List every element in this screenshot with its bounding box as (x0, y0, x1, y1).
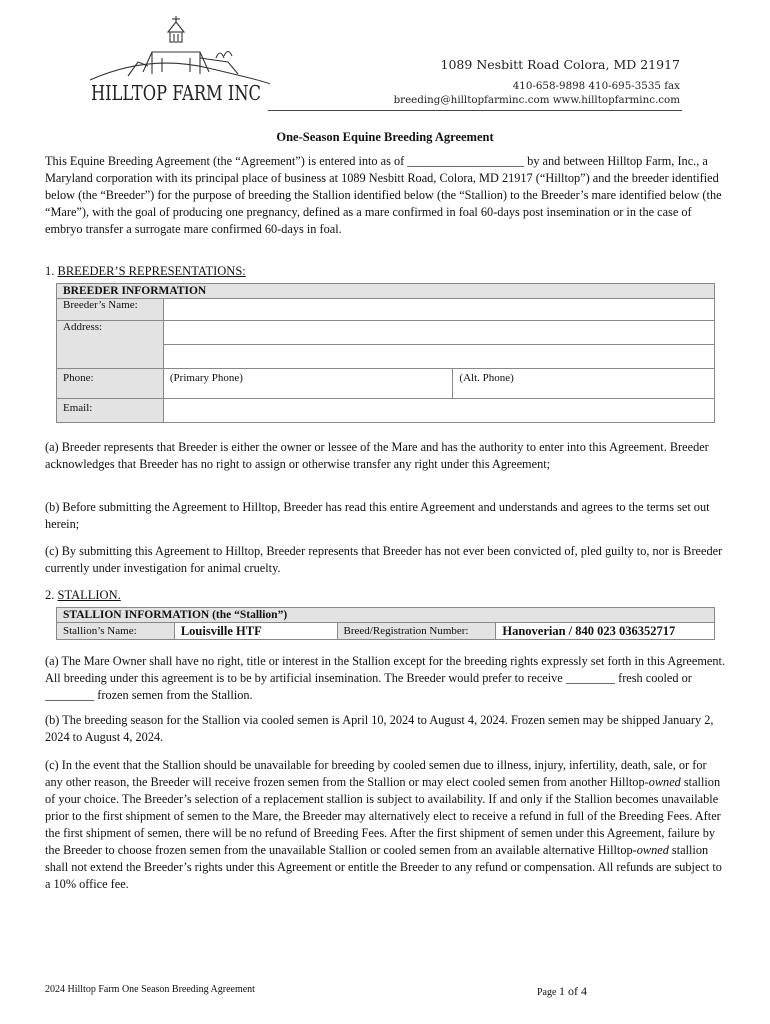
address-label: Address: (57, 321, 164, 369)
logo-text: HILLTOP FARM INC (91, 81, 261, 105)
section-1-clause-b: (b) Before submitting the Agreement to Hilltop, Breeder has read this entire Agreement and understands and agrees to the terms set out herein; (45, 500, 710, 531)
page-title: One-Season Equine Breeding Agreement (276, 130, 494, 144)
hilltop-farm-logo (88, 14, 270, 112)
breed-registration-label: Breed/Registration Number: (337, 623, 496, 640)
address-field-line2[interactable] (163, 345, 714, 369)
footer-page-number: Page 1 of 4 (537, 984, 587, 998)
breeder-name-label: Breeder’s Name: (57, 299, 164, 321)
address: 1089 Nesbitt Road Colora, MD 21917 (440, 57, 680, 72)
stallion-info-table (56, 607, 715, 640)
breeder-name-field[interactable] (163, 299, 714, 321)
section-1-clause-a: (a) Breeder represents that Breeder is either the owner or lessee of the Mare and has the authority to enter into this Agreement. Breeder acknowledges that Breeder has no right to assign or otherwise transfer any right under this Agreement; (45, 440, 709, 471)
breeder-info-header: BREEDER INFORMATION (57, 284, 715, 299)
breeder-info-table (56, 283, 715, 423)
contact-info: breeding@hilltopfarminc.com www.hilltopfarminc.com (393, 94, 680, 106)
alt-phone-field[interactable]: (Alt. Phone) (453, 369, 715, 399)
stallion-name-label: Stallion’s Name: (57, 623, 175, 640)
address-field-line1[interactable] (163, 321, 714, 345)
section-2-clause-c: (c) In the event that the Stallion should be unavailable for breeding by cooled semen due to illness, injury, infertility, death, sale, or for any other reason, the Breeder will receive frozen semen from the Stallion or may elect cooled semen from another Hilltop-owned stallion of your choice. The Breeder’s selection of a replacement stallion is subject to availability. If and only if the Stallion becomes unavailable prior to the first shipment of semen to the Mare, the Breeder may alternatively elect to receive a refund in full of the Breeding Fees. After the first shipment of semen, there will be no refund of Breeding Fees. After the first shipment of semen under this Agreement, failure by the Breeder to choose frozen semen from the unavailable Stallion or cooled semen from an available alternative Hilltop-owned stallion shall not extend the Breeder’s rights under this Agreement or entitle the Breeder to any refund or compensation. All refunds are subject to a 10% office fee. (45, 758, 722, 891)
email-label: Email: (57, 399, 164, 423)
section-1-clause-c: (c) By submitting this Agreement to Hilltop, Breeder represents that Breeder has not ever been convicted of, pled guilty to, nor is Breeder currently under investigation for animal cruelty. (45, 544, 723, 575)
email-field[interactable] (163, 399, 714, 423)
stallion-name-value: Louisville HTF (174, 623, 337, 640)
section-2-clause-a: (a) The Mare Owner shall have no right, title or interest in the Stallion except for the breeding rights expressly set forth in this Agreement. All breeding under this agreement is to be by artificial insemination. The Breeder would prefer to receive ________ fresh cooled or ________ frozen semen from the Stallion. (45, 654, 726, 702)
phone-numbers: 410-658-9898 410-695-3535 fax (512, 80, 680, 92)
primary-phone-field[interactable]: (Primary Phone) (163, 369, 453, 399)
section-2-heading: 2. STALLION. (45, 588, 121, 602)
stallion-info-header: STALLION INFORMATION (the “Stallion”) (57, 608, 715, 623)
section-2-clause-b: (b) The breeding season for the Stallion via cooled semen is April 10, 2024 to August 4, 2024. Frozen semen may be shipped January 2, 2024 to August 4, 2024. (45, 713, 714, 744)
breed-registration-value: Hanoverian / 840 023 036352717 (496, 623, 715, 640)
phone-label: Phone: (57, 369, 164, 399)
header-rule (268, 110, 682, 111)
section-1-heading: 1. BREEDER’S REPRESENTATIONS: (45, 264, 246, 278)
footer-document-title: 2024 Hilltop Farm One Season Breeding Agreement (45, 984, 255, 995)
intro-paragraph: This Equine Breeding Agreement (the “Agreement”) is entered into as of ___________________ by and between Hilltop Farm, Inc., a Maryland corporation with its principal place of business at 1089 Nesbitt Road, Colora, MD 21917 (“Hilltop”) and the breeder identified below (the “Breeder”) for the purpose of breeding the Stallion identified below (the “Stallion) to the Breeder’s mare identified below (the “Mare”), with the goal of producing one pregnancy, defined as a mare confirmed in foal 60-days post insemination or in the case of embryo transfer a surrogate mare confirmed 60-days in foal. (45, 154, 722, 236)
